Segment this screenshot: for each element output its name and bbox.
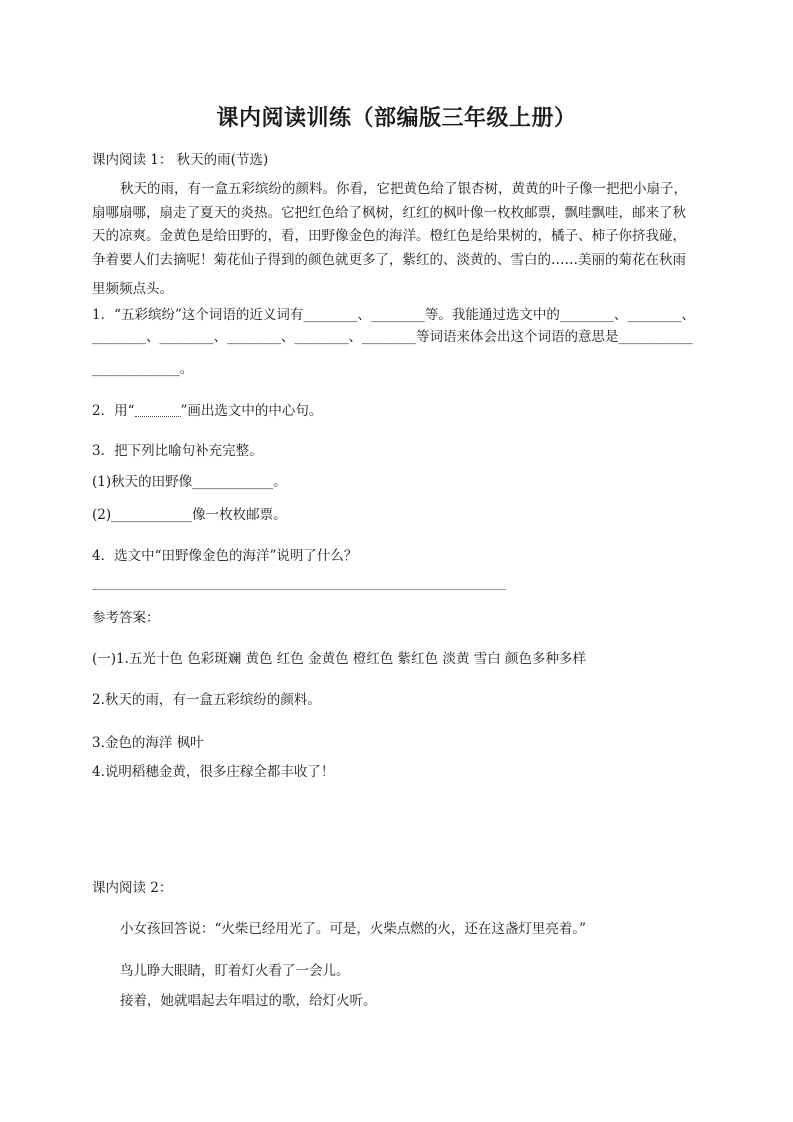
passage-line: 里频频点头。: [92, 281, 173, 297]
question-1-line-3: _____________。: [92, 361, 194, 377]
reading2-paragraph-1: 小女孩回答说：“火柴已经用光了。可是，火柴点燃的火，还在这盏灯里亮着。”: [120, 921, 587, 937]
question-1-line-1: 1．“五彩缤纷”这个词语的近义词有________、________等。我能通过选文中的________、________、: [92, 307, 695, 323]
question-2-suffix: ”画出选文中的中心句。: [180, 403, 323, 419]
answers-heading: 参考答案：: [92, 610, 160, 626]
passage-line: 天的凉爽。金黄色是给田野的，看，田野像金色的海洋。橙红色是给果树的，橘子、柿子你挤我碰，: [92, 228, 686, 244]
question-3-item-1: (1)秋天的田野像____________。: [92, 474, 287, 490]
question-4: 4．选文中“田野像金色的海洋”说明了什么？: [92, 548, 358, 564]
reading2-paragraph-2: 鸟儿睁大眼睛，盯着灯火看了一会儿。: [120, 963, 350, 979]
reading1-heading: 课内阅读 1： 秋天的雨(节选): [92, 152, 269, 168]
reading1-passage: [92, 178, 732, 302]
document-title: 课内阅读训练（部编版三年级上册）: [216, 106, 577, 131]
question-2-prefix: 2．用“: [92, 403, 135, 419]
reading2-heading: 课内阅读 2：: [92, 880, 173, 896]
question-1-line-2: ________、________、________、________、________等词语来体会出这个词语的意思是___________: [92, 329, 693, 345]
reading2-paragraph-3: 接着，她就唱起去年唱过的歌，给灯火听。: [120, 993, 377, 1009]
question-3-item-2: (2)____________像一枚枚邮票。: [92, 507, 287, 523]
question-2: [92, 403, 322, 419]
dotted-underline-sample: [135, 407, 181, 417]
question-3: 3．把下列比喻句补充完整。: [92, 443, 263, 459]
answer-4: 4.说明稻穗金黄，很多庄稼全都丰收了！: [92, 764, 335, 780]
passage-line: 秋天的雨，有一盒五彩缤纷的颜料。你看，它把黄色给了银杏树，黄黄的叶子像一把把小扇子，: [120, 181, 687, 197]
passage-line: 扇哪扇哪，扇走了夏天的炎热。它把红色给了枫树，红红的枫叶像一枚枚邮票，飘哇飘哇，邮来了秋: [92, 204, 686, 221]
answer-1: (一)1.五光十色 色彩斑斓 黄色 红色 金黄色 橙红色 紫红色 淡黄 雪白 颜色多种多样: [92, 651, 587, 667]
answer-2: 2.秋天的雨，有一盒五彩缤纷的颜料。: [92, 692, 321, 708]
answer-3: 3.金色的海洋 枫叶: [92, 735, 204, 751]
passage-line: 争着要人们去摘呢！菊花仙子得到的颜色就更多了，紫红的、淡黄的、雪白的……美丽的菊花在秋雨: [92, 251, 686, 268]
answer-line: [92, 589, 506, 590]
